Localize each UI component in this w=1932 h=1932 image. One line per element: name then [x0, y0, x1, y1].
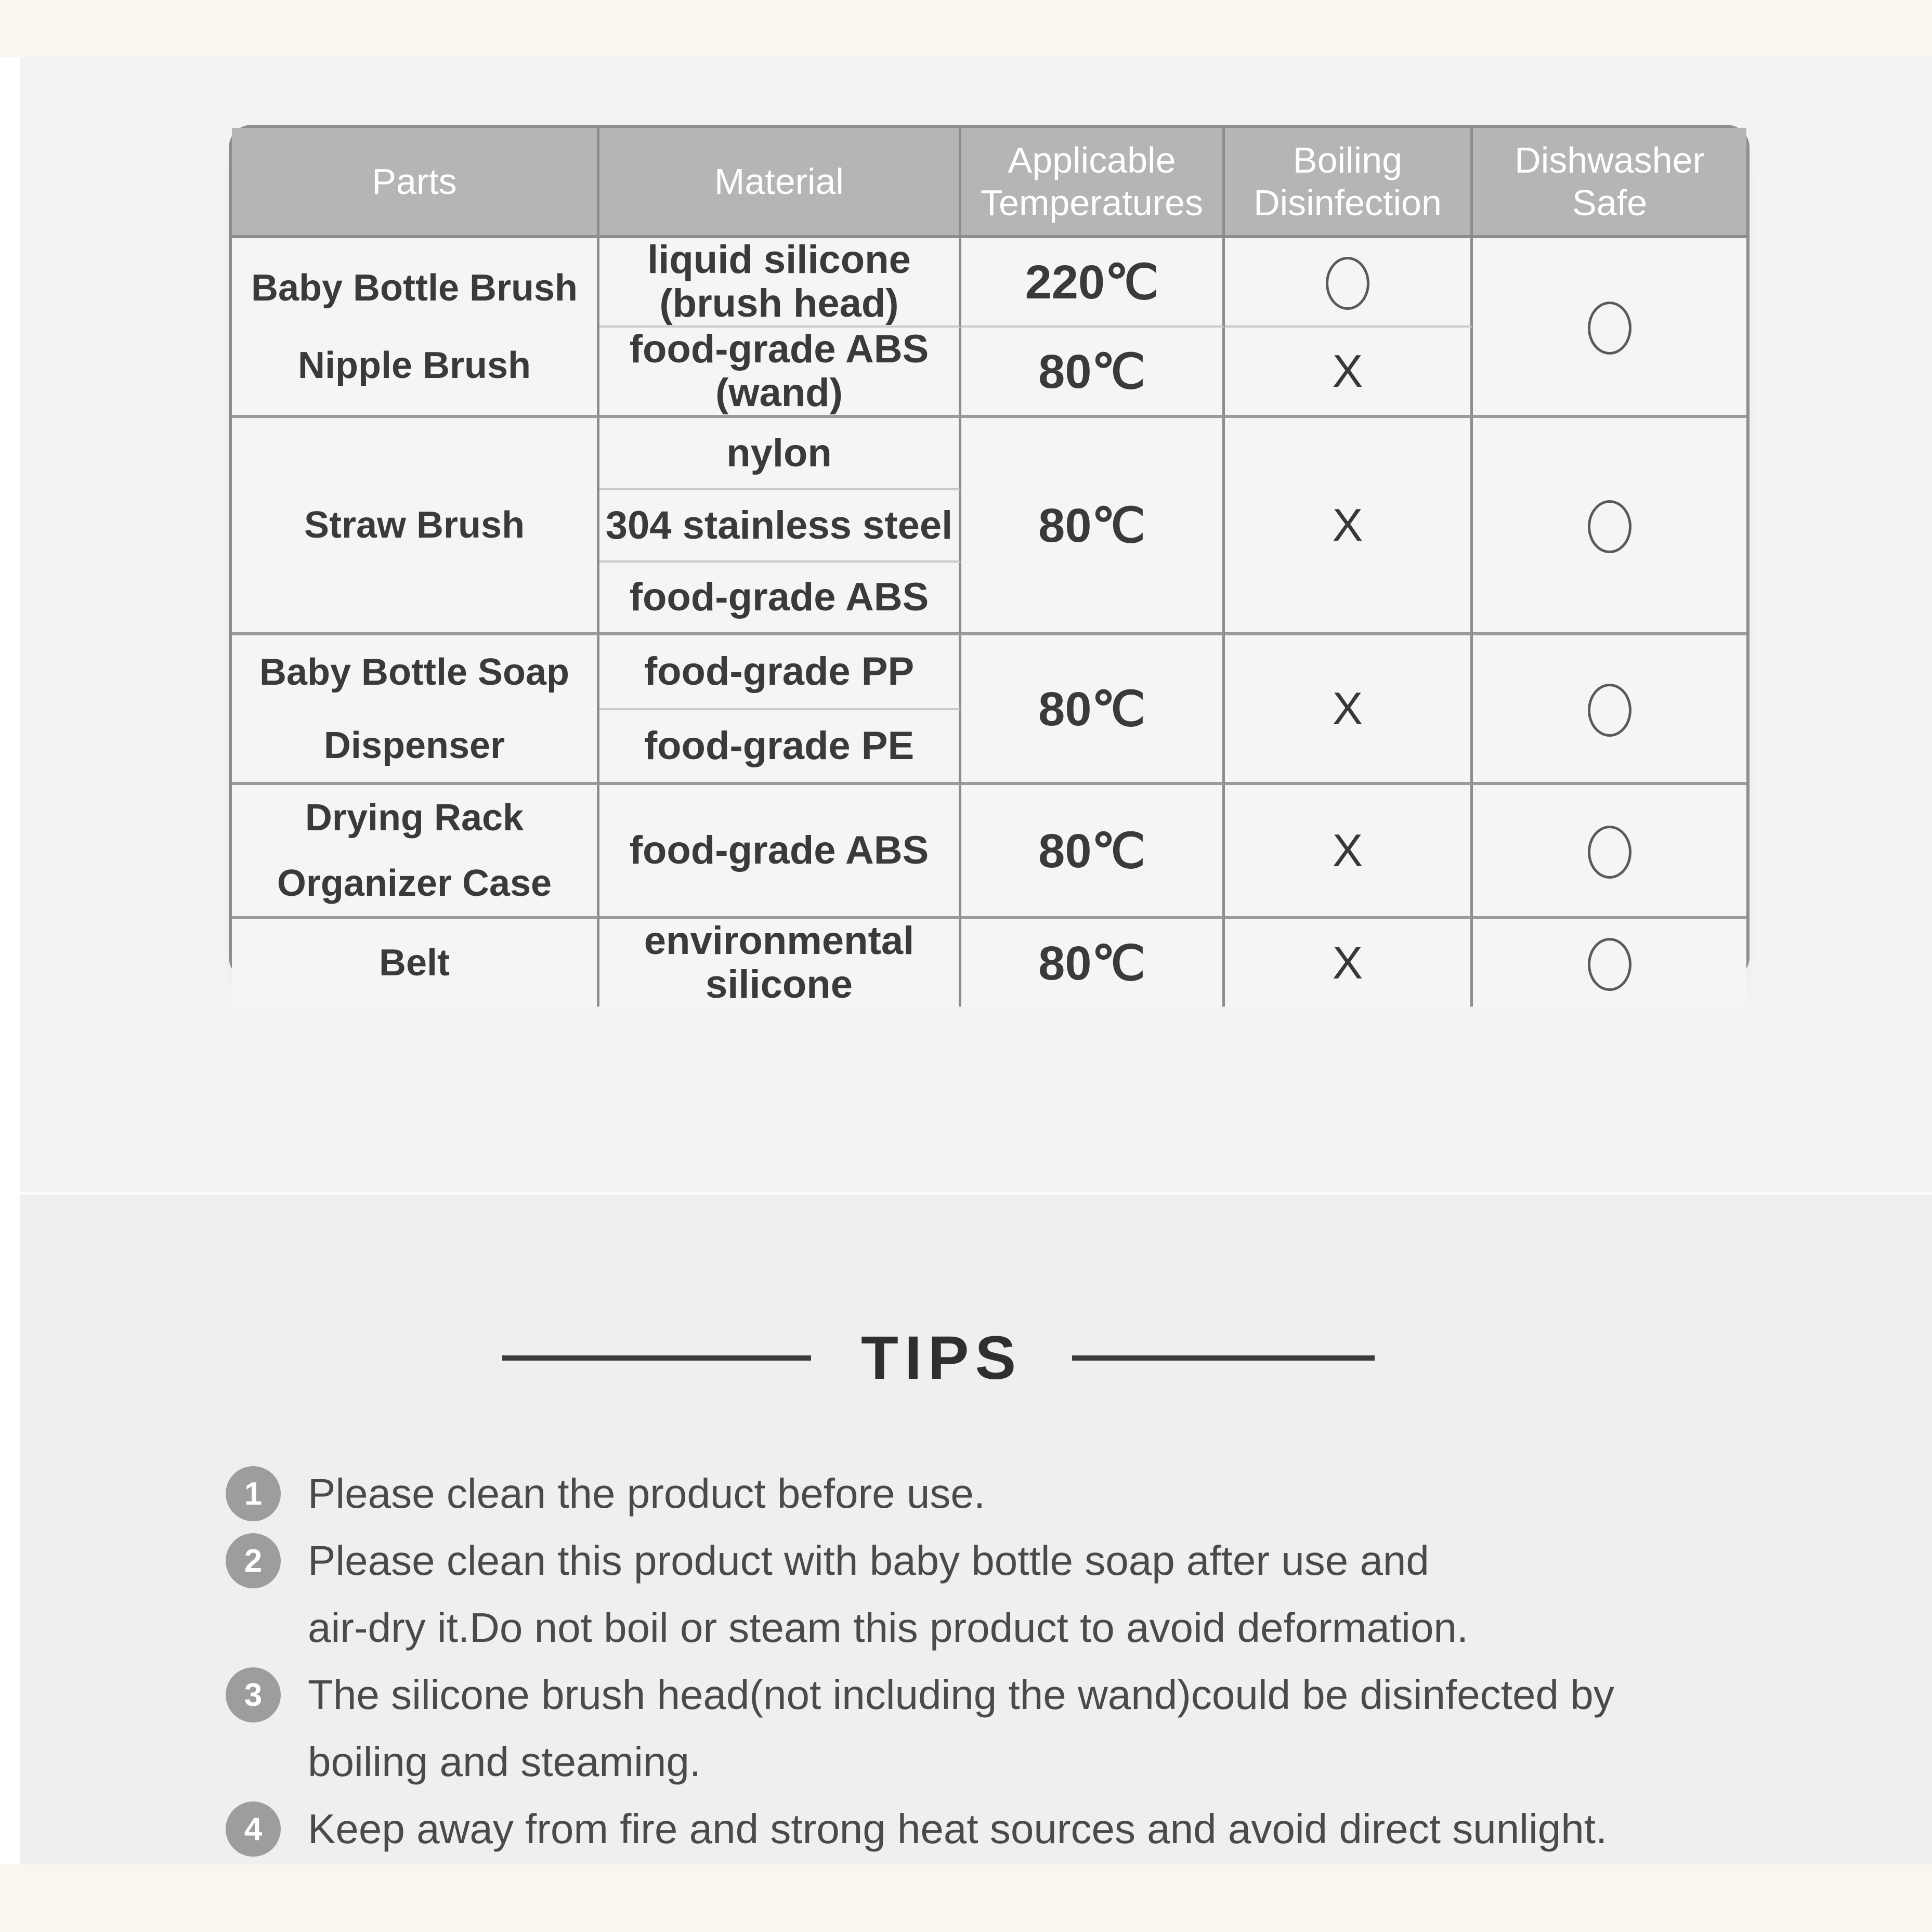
tip-number-badge: 2: [226, 1533, 281, 1588]
material-cell: food-grade ABS: [599, 563, 961, 635]
tips-title-right-rule: [1072, 1355, 1375, 1361]
parts-cell: Belt: [232, 919, 599, 1007]
temperature-cell: 80℃: [961, 418, 1225, 635]
part-label: Organizer Case: [277, 863, 552, 904]
col-header-boiling-disinfection: [1225, 128, 1473, 238]
temperature-cell: 80℃: [961, 635, 1225, 785]
dishwasher-mark-cell: [1473, 635, 1746, 785]
parts-cell: Straw Brush: [232, 418, 599, 635]
temperature-cell: 80℃: [961, 328, 1225, 418]
material-line: silicone: [706, 962, 853, 1007]
header-label: Safe: [1572, 182, 1647, 223]
header-label: Applicable: [1008, 140, 1176, 180]
col-header-material: [599, 128, 961, 238]
circle-mark: [1588, 826, 1631, 879]
table-row: [232, 418, 1746, 490]
tip-number-badge: 3: [226, 1667, 281, 1722]
tip-text: Keep away from fire and strong heat sources and avoid direct sunlight.: [308, 1806, 1608, 1852]
temperature-cell: 80℃: [961, 919, 1225, 1007]
part-label: Baby Bottle Soap: [259, 651, 570, 693]
parts-cell: [232, 785, 599, 919]
material-cell: 304 stainless steel: [599, 490, 961, 563]
boiling-mark-cell: [1225, 238, 1473, 328]
material-line: environmental: [644, 919, 915, 963]
col-header-applicable-temperatures: [961, 128, 1225, 238]
header-label: Disinfection: [1254, 182, 1442, 223]
tips-title: TIPS: [860, 1324, 1023, 1392]
col-header-parts: [232, 128, 599, 238]
part-label: Drying Rack: [305, 797, 524, 839]
material-cell: food-grade PE: [599, 710, 961, 785]
col-header-dishwasher-safe: [1473, 128, 1746, 238]
list-item: [226, 1795, 1879, 1862]
dishwasher-mark-cell: [1473, 919, 1746, 1007]
list-item: [226, 1661, 1879, 1795]
header-label: Parts: [372, 161, 457, 202]
table-row: [232, 919, 1746, 1007]
circle-mark: [1588, 684, 1631, 737]
table-row: [232, 635, 1746, 710]
tip-number-badge: 1: [226, 1466, 281, 1521]
circle-mark: [1326, 257, 1369, 310]
header-label: Material: [714, 161, 844, 202]
dishwasher-mark-cell: [1473, 785, 1746, 919]
part-label: Dispenser: [323, 724, 505, 766]
material-cell: food-grade ABS: [599, 785, 961, 919]
table-header-row: [232, 128, 1746, 238]
boiling-mark-cell: X: [1225, 635, 1473, 785]
tips-title-left-rule: [502, 1355, 811, 1361]
material-cell: [599, 328, 961, 418]
tip-number-badge: 4: [226, 1802, 281, 1857]
temperature-cell: 80℃: [961, 785, 1225, 919]
material-line: liquid silicone: [647, 238, 911, 282]
parts-cell: [232, 635, 599, 785]
boiling-mark-cell: X: [1225, 328, 1473, 418]
list-item: [226, 1460, 1879, 1527]
section-divider: [20, 1192, 1932, 1195]
header-label: Temperatures: [981, 182, 1203, 223]
material-cell: [599, 919, 961, 1007]
material-line: (wand): [715, 371, 843, 415]
part-label: Baby Bottle Brush: [251, 267, 578, 309]
boiling-mark-cell: X: [1225, 418, 1473, 635]
material-cell: food-grade PP: [599, 635, 961, 710]
materials-table-frame: [229, 125, 1750, 1007]
left-margin-strip: [0, 57, 20, 1864]
table-row: [232, 785, 1746, 919]
boiling-mark-cell: X: [1225, 785, 1473, 919]
material-cell: nylon: [599, 418, 961, 490]
header-label: Dishwasher: [1515, 140, 1705, 180]
boiling-mark-cell: X: [1225, 919, 1473, 1007]
circle-mark: [1588, 302, 1631, 355]
material-line: (brush head): [659, 281, 899, 325]
material-line: food-grade ABS: [629, 327, 929, 371]
dishwasher-mark-cell: [1473, 238, 1746, 418]
dishwasher-mark-cell: [1473, 418, 1746, 635]
tip-text: The silicone brush head(not including the wand)could be disinfected by: [308, 1672, 1614, 1718]
tip-text: air-dry it.Do not boil or steam this product to avoid deformation.: [308, 1604, 1469, 1651]
circle-mark: [1588, 938, 1631, 991]
tip-text: Please clean this product with baby bottle soap after use and: [308, 1537, 1429, 1584]
materials-table: [232, 128, 1746, 1007]
table-row: [232, 238, 1746, 328]
tip-text: Please clean the product before use.: [308, 1470, 986, 1517]
tip-text: boiling and steaming.: [308, 1739, 701, 1785]
circle-mark: [1588, 500, 1631, 553]
list-item: [226, 1527, 1879, 1661]
header-label: Boiling: [1293, 140, 1403, 180]
tips-list: [226, 1460, 1879, 1862]
material-cell: [599, 238, 961, 328]
temperature-cell: 220℃: [961, 238, 1225, 328]
part-label: Nipple Brush: [297, 344, 531, 386]
parts-cell: [232, 238, 599, 418]
